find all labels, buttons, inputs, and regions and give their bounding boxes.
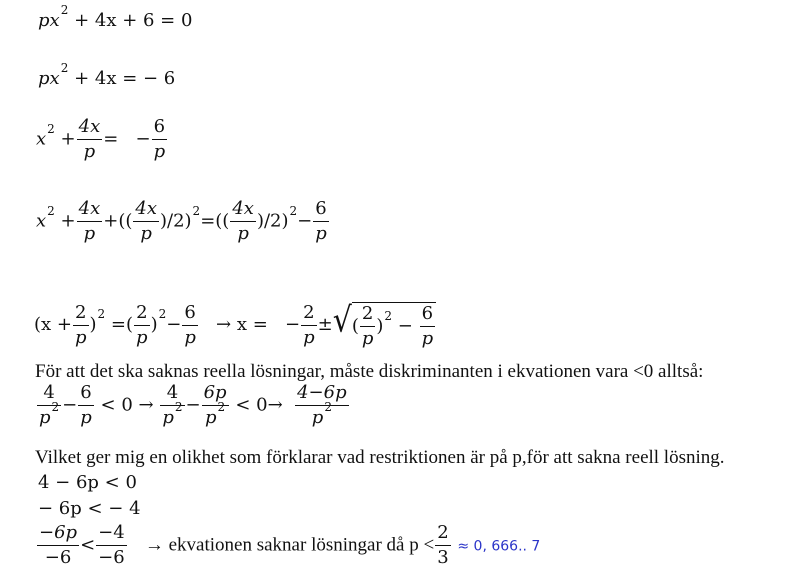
numerator: 4x (77, 118, 103, 140)
minus-sign: − (166, 314, 182, 335)
fraction (133, 200, 159, 243)
exponent: 2 (60, 3, 69, 17)
numerator: 4 (160, 384, 184, 406)
denominator: p (140, 223, 152, 244)
equals-sign: = (103, 128, 119, 150)
numerator: 4x (77, 200, 103, 222)
exponent: 2 (60, 61, 69, 75)
explanation-text-2: Vilket ger mig en olikhet som förklarar vad restriktionen är på p,för att sakna reell lösning. (35, 447, 725, 468)
plus-sign: + (60, 210, 76, 232)
denominator: −6 (44, 547, 72, 568)
denominator: −6 (98, 547, 125, 568)
fraction (160, 384, 184, 427)
equation-line-2 (38, 61, 176, 89)
equation-line-5 (34, 302, 436, 348)
fraction (152, 118, 168, 161)
exponent: 2 (192, 203, 201, 218)
denominator: p (184, 326, 196, 348)
denominator: $p^2$ (162, 400, 183, 428)
operator: (x + (34, 314, 72, 335)
denominator: p (153, 141, 166, 162)
equation-rest: + 4x + 6 = 0 (74, 10, 193, 31)
approximation-value: ≈ 0, 666.. 7 (457, 538, 541, 555)
plus-sign: + (60, 128, 76, 150)
numerator: 6 (152, 118, 168, 140)
operator: ( (351, 315, 359, 337)
operator: )/2) (159, 210, 192, 232)
denominator: p (421, 328, 434, 349)
numerator: −4 (96, 524, 127, 546)
exponent: 2 (47, 203, 55, 218)
exponent: 2 (384, 308, 393, 323)
numerator: 4−6p (295, 384, 349, 406)
var-p: p (38, 68, 50, 89)
fraction (230, 200, 256, 243)
operator: ) (89, 314, 97, 335)
denominator: p (83, 223, 96, 244)
equation-line-8: − 6p < − 4 (38, 498, 141, 519)
operator: )/2) (256, 210, 289, 232)
fraction (202, 384, 229, 427)
denominator: p (74, 326, 87, 348)
numerator: 4x (133, 200, 159, 222)
operator: ) (150, 314, 158, 335)
numerator: 6 (78, 384, 94, 406)
denominator: p (237, 223, 249, 244)
minus-sign: − (62, 394, 78, 416)
exponent: 2 (158, 307, 167, 321)
fraction (78, 384, 94, 427)
fraction (360, 305, 376, 348)
plus-minus-sign: ± (317, 314, 333, 335)
fraction (420, 305, 436, 348)
var-x: x (49, 10, 60, 31)
denominator: p (361, 328, 374, 349)
minus-sign: − (397, 315, 413, 337)
exponent: 2 (47, 121, 55, 136)
explanation-text-1: För att det ska saknas reella lösningar, måste diskriminanten i ekvationen vara <0 alltså: (35, 361, 704, 382)
denominator: 3 (437, 547, 449, 568)
fraction (182, 301, 198, 348)
var-x: x (36, 210, 47, 232)
fraction (77, 118, 103, 161)
numerator: 6 (313, 200, 329, 222)
sqrt-sign-icon: √ (332, 300, 352, 341)
denominator: p (136, 326, 148, 348)
equation-rest: + 4x = − 6 (74, 68, 176, 89)
numerator: 2 (73, 304, 89, 326)
var-p: p (38, 10, 50, 31)
fraction (313, 200, 329, 243)
operator: < 0→ (235, 394, 283, 416)
numerator: 2 (360, 305, 376, 327)
denominator: p (315, 223, 327, 244)
minus-sign: − (297, 210, 313, 232)
fraction (96, 524, 127, 567)
fraction (37, 524, 79, 567)
numerator: 6p (202, 384, 229, 406)
exponent: 2 (97, 307, 106, 321)
denominator: p (80, 407, 92, 428)
less-than-sign: < (80, 534, 96, 556)
operator: =( (110, 314, 134, 335)
equation-line-7: 4 − 6p < 0 (38, 472, 137, 493)
denominator: p (303, 326, 315, 348)
fraction (295, 384, 349, 427)
numerator: 2 (435, 524, 450, 546)
fraction (435, 524, 450, 567)
numerator: 4x (230, 200, 256, 222)
minus-sign: − (284, 314, 301, 335)
conclusion-text: → ekvationen saknar lösningar då p < (144, 534, 435, 556)
numerator: −6p (37, 524, 79, 546)
denominator: $p^2$ (39, 400, 60, 428)
minus-sign: − (185, 394, 201, 416)
fraction (134, 301, 150, 348)
equation-line-1 (38, 3, 193, 31)
equation-line-9 (36, 524, 540, 567)
numerator: 2 (134, 304, 150, 326)
operator: +(( (103, 210, 133, 232)
numerator: 6 (420, 305, 436, 327)
fraction (37, 384, 61, 427)
exponent: 2 (289, 203, 298, 218)
equation-line-4 (36, 200, 330, 243)
sqrt-radicand (352, 302, 436, 348)
denominator: $p^2$ (311, 400, 332, 428)
arrow-result: → x = (216, 314, 268, 335)
numerator: 4 (37, 384, 61, 406)
fraction (73, 301, 89, 348)
equation-line-3 (36, 118, 168, 161)
fraction (301, 301, 317, 348)
fraction (77, 200, 103, 243)
denominator: p (83, 141, 96, 162)
minus-sign: − (135, 128, 151, 150)
numerator: 6 (182, 304, 198, 326)
operator: < 0 → (100, 394, 154, 416)
var-x: x (36, 128, 47, 150)
denominator: $p^2$ (205, 400, 226, 428)
operator: ) (376, 315, 384, 337)
equation-line-6 (36, 384, 350, 427)
numerator: 2 (301, 304, 317, 326)
operator: =(( (200, 210, 230, 232)
var-x: x (49, 68, 60, 89)
